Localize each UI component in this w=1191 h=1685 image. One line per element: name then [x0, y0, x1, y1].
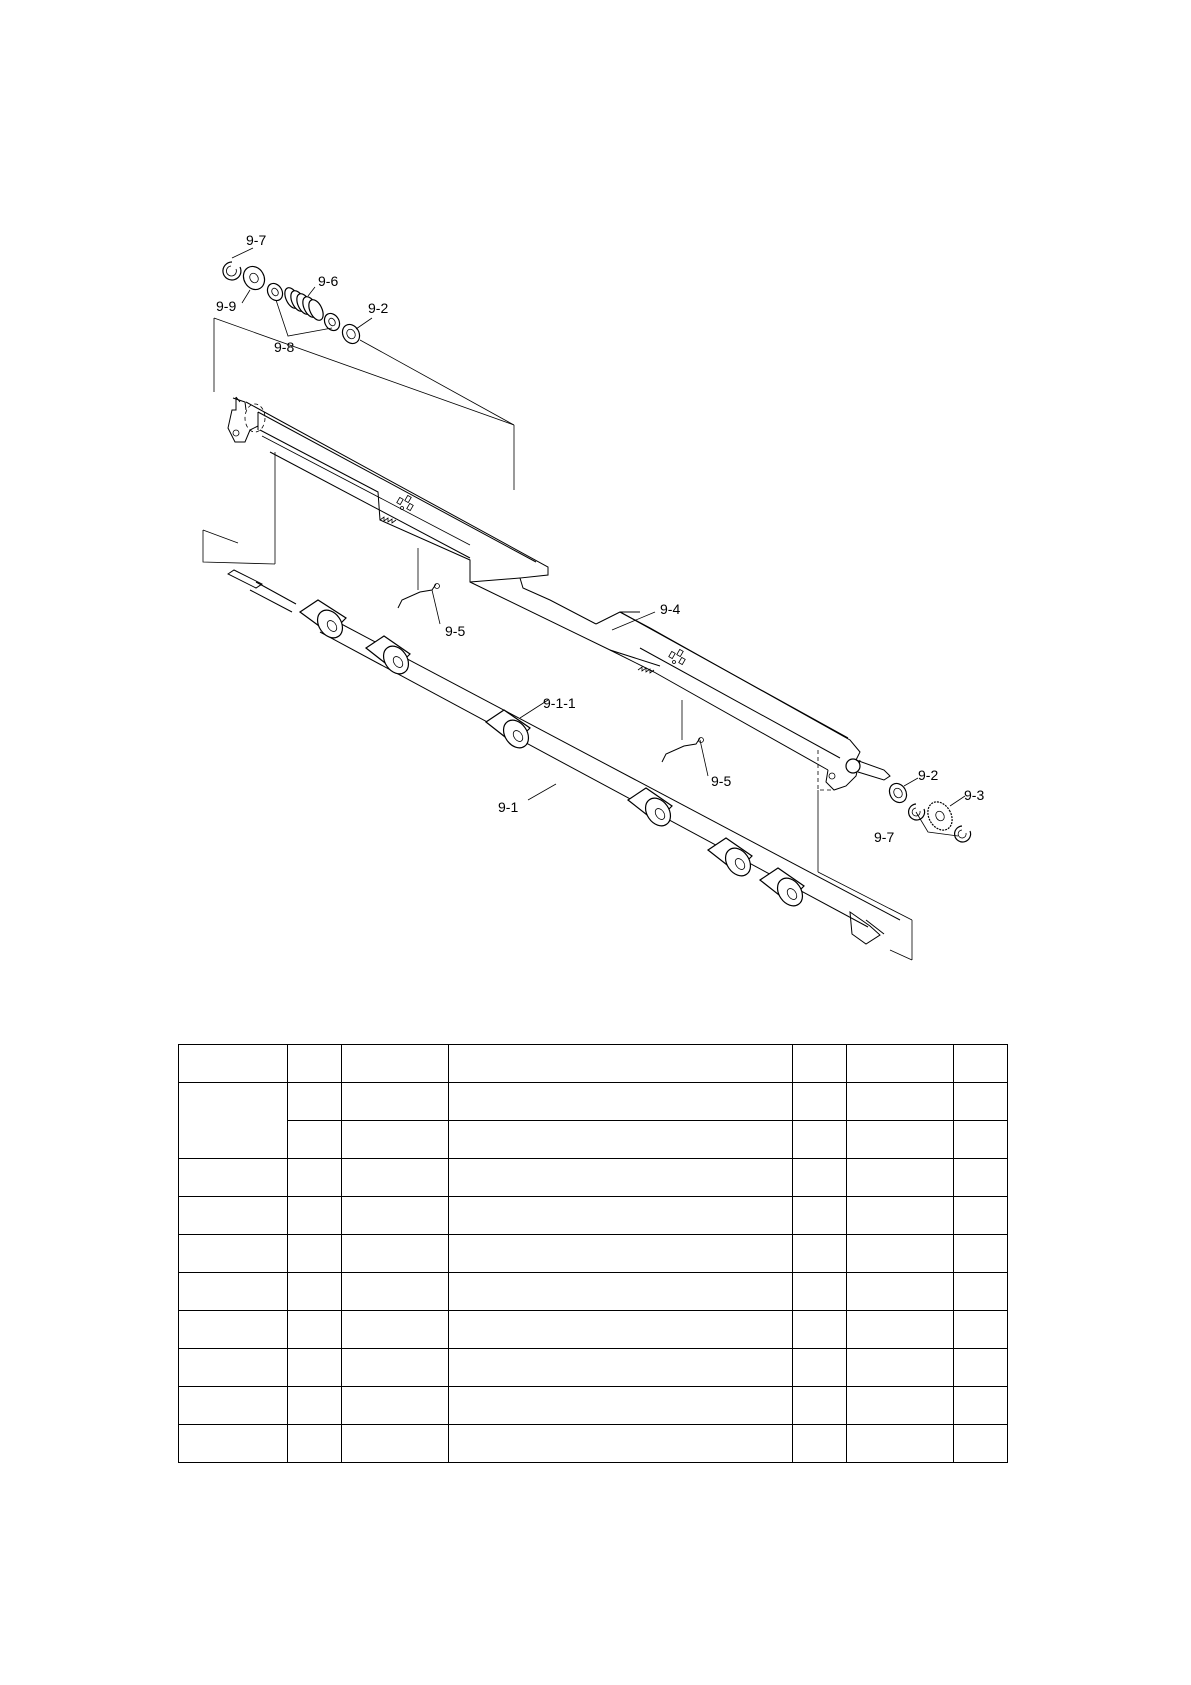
table-cell — [953, 1425, 1007, 1463]
table-cell — [288, 1197, 342, 1235]
table-cell — [342, 1425, 449, 1463]
table-cell — [179, 1349, 288, 1387]
table-cell — [449, 1121, 792, 1159]
table-cell — [449, 1083, 792, 1121]
table-cell — [792, 1387, 846, 1425]
table-row — [179, 1235, 1008, 1273]
table-cell — [953, 1197, 1007, 1235]
table-cell — [792, 1425, 846, 1463]
table-cell — [288, 1425, 342, 1463]
part-9-4-frame — [228, 397, 890, 790]
part-9-6-spring — [282, 285, 326, 322]
table-header-cell — [953, 1045, 1007, 1083]
table-cell — [288, 1083, 342, 1121]
roller-2 — [366, 636, 414, 679]
table-cell — [792, 1159, 846, 1197]
table-cell — [846, 1121, 953, 1159]
table-cell — [342, 1083, 449, 1121]
part-9-1-roller-shaft — [228, 570, 900, 944]
table-cell — [846, 1349, 953, 1387]
table-row — [179, 1121, 1008, 1159]
table-row — [179, 1387, 1008, 1425]
part-9-5-spring-right — [662, 700, 704, 762]
table-cell — [342, 1159, 449, 1197]
table-cell — [342, 1311, 449, 1349]
frame-holes-right — [669, 649, 685, 664]
table-cell — [288, 1387, 342, 1425]
table-header-row — [179, 1045, 1008, 1083]
label-9-2-right: 9-2 — [918, 767, 939, 783]
table-cell — [953, 1121, 1007, 1159]
part-9-2-bushing-top — [339, 321, 363, 346]
part-9-7-eclip-left — [223, 262, 241, 280]
table-cell — [179, 1311, 288, 1349]
table-cell — [179, 1425, 288, 1463]
table-cell — [792, 1311, 846, 1349]
table-cell — [179, 1083, 288, 1159]
table-cell — [342, 1197, 449, 1235]
table-cell — [953, 1235, 1007, 1273]
table-cell — [792, 1121, 846, 1159]
label-9-7-top: 9-7 — [246, 232, 267, 248]
roller-1 — [300, 600, 348, 643]
table-cell — [288, 1311, 342, 1349]
table-cell — [953, 1349, 1007, 1387]
label-9-3: 9-3 — [964, 787, 985, 803]
table-cell — [449, 1273, 792, 1311]
table-cell — [953, 1311, 1007, 1349]
part-9-2-bushing-right — [886, 780, 910, 805]
table-cell — [179, 1197, 288, 1235]
label-9-2-top: 9-2 — [368, 300, 389, 316]
table-cell — [179, 1273, 288, 1311]
table-row — [179, 1349, 1008, 1387]
part-9-3-gear — [923, 798, 957, 835]
table-cell — [953, 1387, 1007, 1425]
table-cell — [846, 1273, 953, 1311]
table-header-cell — [288, 1045, 342, 1083]
roller-6 — [760, 868, 808, 911]
label-9-5-left: 9-5 — [445, 623, 466, 639]
part-9-9-washer — [239, 263, 268, 294]
table-cell — [953, 1159, 1007, 1197]
table-cell — [846, 1159, 953, 1197]
part-9-7-eclip-right-2 — [955, 826, 971, 842]
label-9-5-right: 9-5 — [711, 773, 732, 789]
table-cell — [288, 1235, 342, 1273]
table-cell — [449, 1349, 792, 1387]
table-cell — [288, 1349, 342, 1387]
table-cell — [449, 1425, 792, 1463]
table-cell — [342, 1273, 449, 1311]
table-cell — [342, 1349, 449, 1387]
table-cell — [846, 1197, 953, 1235]
parts-table — [178, 1044, 1008, 1463]
table-cell — [792, 1349, 846, 1387]
table-cell — [179, 1235, 288, 1273]
label-9-9: 9-9 — [216, 298, 237, 314]
table-cell — [953, 1083, 1007, 1121]
table-cell — [449, 1197, 792, 1235]
table-cell — [342, 1387, 449, 1425]
part-9-7-eclip-right-1 — [909, 804, 925, 820]
label-9-6: 9-6 — [318, 273, 339, 289]
table-header-cell — [342, 1045, 449, 1083]
roller-4 — [628, 788, 676, 831]
table-row — [179, 1083, 1008, 1121]
roller-3 — [486, 710, 534, 753]
table-cell — [846, 1425, 953, 1463]
table-cell — [288, 1159, 342, 1197]
table-cell — [449, 1387, 792, 1425]
table-cell — [846, 1387, 953, 1425]
table-row — [179, 1425, 1008, 1463]
table-cell — [953, 1273, 1007, 1311]
table-header-cell — [449, 1045, 792, 1083]
table-cell — [342, 1121, 449, 1159]
table-cell — [179, 1159, 288, 1197]
table-cell — [846, 1311, 953, 1349]
table-cell — [792, 1273, 846, 1311]
table-cell — [792, 1235, 846, 1273]
label-9-8: 9-8 — [274, 339, 295, 355]
table-cell — [792, 1197, 846, 1235]
label-9-4: 9-4 — [660, 601, 681, 617]
table-cell — [342, 1235, 449, 1273]
table-row — [179, 1159, 1008, 1197]
table-cell — [288, 1121, 342, 1159]
table-row — [179, 1311, 1008, 1349]
table-cell — [846, 1235, 953, 1273]
table-cell — [288, 1273, 342, 1311]
table-header-cell — [792, 1045, 846, 1083]
part-9-5-spring-left — [398, 548, 440, 608]
label-9-1: 9-1 — [498, 799, 519, 815]
table-cell — [449, 1159, 792, 1197]
table-row — [179, 1197, 1008, 1235]
label-9-1-1: 9-1-1 — [543, 695, 576, 711]
table-cell — [449, 1311, 792, 1349]
table-header-cell — [846, 1045, 953, 1083]
table-header-cell — [179, 1045, 288, 1083]
table-cell — [846, 1083, 953, 1121]
table-cell — [179, 1387, 288, 1425]
label-9-7-bottom: 9-7 — [874, 829, 895, 845]
table-cell — [449, 1235, 792, 1273]
table-row — [179, 1273, 1008, 1311]
table-cell — [792, 1083, 846, 1121]
